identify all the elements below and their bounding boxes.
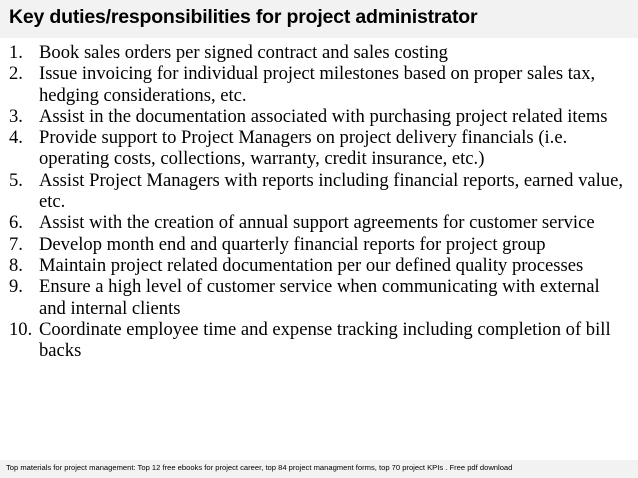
list-item	[0, 127, 638, 170]
item-text: Assist Project Managers with reports including financial reports, earned value, etc.	[39, 169, 623, 213]
page-title: Key duties/responsibilities for project administrator	[9, 6, 478, 28]
item-number: 3.	[9, 105, 23, 127]
item-text: Develop month end and quarterly financial reports for project group	[39, 233, 546, 255]
footer-bar	[0, 460, 638, 478]
item-text: Provide support to Project Managers on project delivery financials (i.e. operating costs, collections, warranty, credit insurance, etc.)	[39, 127, 568, 170]
list-item	[0, 42, 638, 63]
item-number: 5.	[9, 169, 23, 191]
item-number: 8.	[9, 254, 23, 276]
item-number: 4.	[9, 127, 23, 149]
item-number: 10.	[9, 318, 33, 340]
item-text: Issue invoicing for individual project milestones based on proper sales tax, hedging considerations, etc.	[39, 63, 596, 106]
item-number: 1.	[9, 42, 23, 63]
item-text: Book sales orders per signed contract and sales costing	[39, 42, 448, 63]
footer-text: Top materials for project management: Top 12 free ebooks for project career, top 84 project managment forms, top 70 project KPIs . Free pdf download	[6, 463, 513, 472]
item-number: 7.	[9, 233, 23, 255]
item-text: Assist with the creation of annual support agreements for customer service	[39, 212, 595, 234]
list-item	[0, 319, 638, 362]
list-item	[0, 170, 638, 213]
list-item	[0, 255, 638, 276]
item-number: 2.	[9, 63, 23, 85]
item-number: 6.	[9, 212, 23, 234]
item-text: Assist in the documentation associated with purchasing project related items	[39, 105, 608, 127]
item-text: Coordinate employee time and expense tracking including completion of bill backs	[39, 318, 611, 362]
item-text: Maintain project related documentation per our defined quality processes	[39, 254, 584, 276]
list-item	[0, 212, 638, 233]
title-bar	[0, 0, 638, 38]
list-item	[0, 106, 638, 127]
item-text: Ensure a high level of customer service when communicating with external and internal clients	[39, 276, 600, 319]
duties-list	[0, 42, 638, 361]
list-item	[0, 234, 638, 255]
list-item	[0, 63, 638, 106]
item-number: 9.	[9, 276, 23, 298]
list-item	[0, 276, 638, 319]
